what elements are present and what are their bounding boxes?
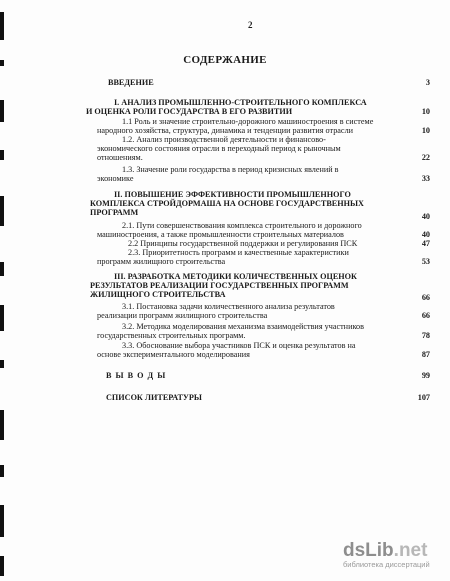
toc-conclusions-label: В Ы В О Д Ы bbox=[106, 371, 167, 380]
toc-s22: 2.2 Принципы государственной поддержки и регулирования ПСК bbox=[128, 239, 358, 248]
toc-intro-page: 3 bbox=[425, 78, 430, 87]
toc-s12-line3: отношениям. bbox=[97, 153, 143, 162]
toc-s23-line2: программ жилищного строительства bbox=[97, 257, 226, 266]
toc-part1-page: 10 bbox=[421, 107, 430, 116]
page-number: 2 bbox=[248, 20, 253, 30]
toc-s12-line1: 1.2. Анализ производственной деятельности и финансово- bbox=[122, 135, 326, 144]
toc-part2-title-line3: ПРОГРАММ bbox=[90, 208, 139, 217]
toc-s11-line1: 1.1 Роль и значение строительно-дорожного машиностроения в системе bbox=[122, 117, 374, 126]
toc-s12-line2: экономического состояния отрасли в переходный период к рыночным bbox=[97, 144, 341, 153]
toc-part3-title-line3: ЖИЛИЩНОГО СТРОИТЕЛЬСТВА bbox=[90, 290, 226, 299]
toc-s31-line1: 3.1. Постановка задачи количественного анализа результатов bbox=[122, 302, 335, 311]
dslib-logo: dsLib.net bbox=[343, 540, 428, 561]
toc-s33-line1: 3.3. Обоснование выбора участников ПСК и оценка результатов на bbox=[122, 341, 356, 350]
toc-s23-page: 53 bbox=[421, 257, 430, 266]
toc-s22-page: 47 bbox=[421, 239, 430, 248]
scan-binding-edge bbox=[0, 0, 10, 581]
toc-s31-line2: реализации программ жилищного строительства bbox=[97, 311, 268, 320]
toc-part3-page: 66 bbox=[421, 293, 430, 302]
toc-s21-line1: 2.1. Пути совершенствования комплекса строительного и дорожного bbox=[122, 221, 362, 230]
toc-part1-title-line1: I. АНАЛИЗ ПРОМЫШЛЕННО-СТРОИТЕЛЬНОГО КОМПЛЕКСА bbox=[114, 98, 367, 107]
toc-part2-page: 40 bbox=[421, 212, 430, 221]
toc-part1-title-line2: И ОЦЕНКА РОЛИ ГОСУДАРСТВА В ЕГО РАЗВИТИИ bbox=[86, 107, 293, 116]
toc-heading: СОДЕРЖАНИЕ bbox=[183, 54, 267, 66]
toc-s31-page: 66 bbox=[421, 311, 430, 320]
toc-s33-line2: основе экспериментального моделирования bbox=[97, 350, 250, 359]
toc-s13-line2: экономике bbox=[97, 174, 134, 183]
toc-s11-line2: народного хозяйства, структура, динамика и тенденции развития отрасли bbox=[97, 126, 354, 135]
toc-s11-page: 10 bbox=[421, 126, 430, 135]
toc-s33-page: 87 bbox=[421, 350, 430, 359]
toc-s32-page: 78 bbox=[421, 331, 430, 340]
toc-s32-line1: 3.2. Методика моделирования механизма взаимодействия участников bbox=[122, 322, 364, 331]
toc-s21-page: 40 bbox=[421, 230, 430, 239]
toc-references-label: СПИСОК ЛИТЕРАТУРЫ bbox=[106, 393, 202, 402]
toc-s32-line2: государственных строительных программ. bbox=[97, 331, 246, 340]
toc-part2-title-line1: II. ПОВЫШЕНИЕ ЭФФЕКТИВНОСТИ ПРОМЫШЛЕННОГО bbox=[114, 190, 351, 199]
toc-part2-title-line2: КОМПЛЕКСА СТРОЙДОРМАША НА ОСНОВЕ ГОСУДАРСТВЕННЫХ bbox=[90, 199, 364, 208]
toc-intro-label: ВВЕДЕНИЕ bbox=[108, 78, 154, 87]
toc-conclusions-page: 99 bbox=[421, 371, 430, 380]
dslib-watermark bbox=[343, 540, 438, 569]
toc-s23-line1: 2.3. Приоритетность программ и качественные характеристики bbox=[128, 248, 349, 257]
toc-s21-line2: машиностроения, а также промышленности строительных материалов bbox=[97, 230, 344, 239]
toc-part3-title-line2: РЕЗУЛЬТАТОВ РЕАЛИЗАЦИИ ГОСУДАРСТВЕННЫХ ПРОГРАММ bbox=[90, 281, 349, 290]
toc-part3-title-line1: III. РАЗРАБОТКА МЕТОДИКИ КОЛИЧЕСТВЕННЫХ ОЦЕНОК bbox=[114, 272, 357, 281]
toc-s12-page: 22 bbox=[421, 153, 430, 162]
toc-references-page: 107 bbox=[417, 393, 430, 402]
toc-s13-line1: 1.3. Значение роли государства в период кризисных явлений в bbox=[122, 165, 339, 174]
toc-s13-page: 33 bbox=[421, 174, 430, 183]
dslib-subtitle: библиотека диссертаций bbox=[343, 560, 430, 569]
